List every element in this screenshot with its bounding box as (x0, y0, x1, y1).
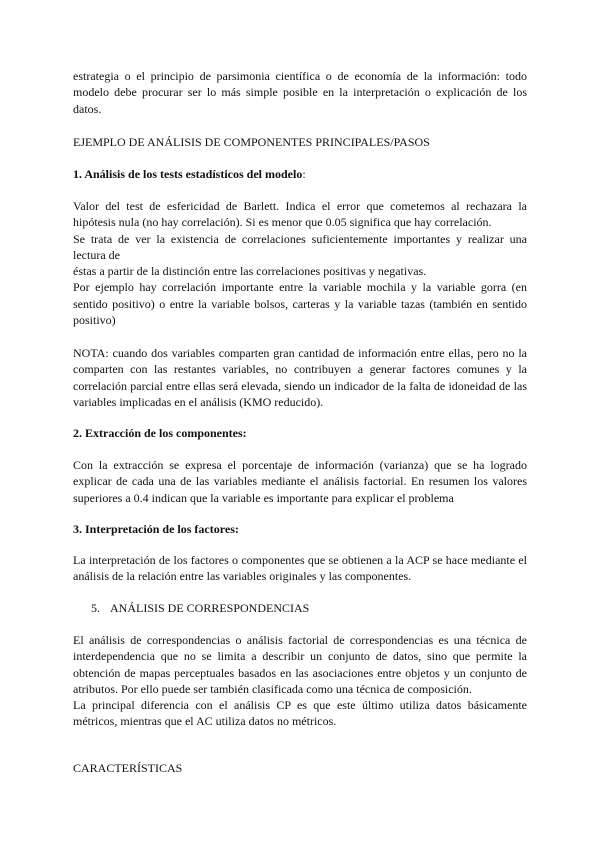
step1-heading (73, 166, 527, 182)
text-line: comparten con las restantes variables, no contribuyen a generar factores comunes y la (73, 362, 527, 377)
text-line: éstas a partir de la distinción entre las correlaciones positivas y negativas. (73, 264, 427, 279)
text-line: sentido positivo) o entre la variable bolsos, carteras y la variable tazas (también en sentido (73, 296, 527, 311)
text-line: obtención de mapas perceptuales basados en las asociaciones entre objetos y un conjunto de (73, 665, 527, 680)
text-line: La interpretación de los factores o componentes que se obtienen a la ACP se hace mediante el (73, 553, 527, 567)
text-line: modelo debe procurar ser lo más simple posible en la interpretación o explicación de los (73, 85, 527, 100)
text-line: interdependencia que no se limita a describir un conjunto de datos, sino que permite la (73, 649, 527, 664)
text-line: explicar de cada una de las variables mediante el análisis factorial. En resumen los valores (73, 474, 527, 489)
step3-heading: 3. Interpretación de los factores: (73, 522, 239, 536)
text-line: métricos, mientras que el AC utiliza datos no métricos. (73, 714, 337, 729)
text-line: NOTA: cuando dos variables comparten gran cantidad de información entre ellas, pero no la (73, 346, 527, 360)
text-line: estrategia o el principio de parsimonia científica o de economía de la información: todo (73, 69, 527, 83)
text-line: correlación parcial entre ellas será elevada, siendo un indicador de la falta de idoneidad de las (73, 378, 527, 393)
section-title: ANÁLISIS DE CORRESPONDENCIAS (110, 601, 310, 615)
barlett-paragraph (73, 198, 527, 328)
text-line: El análisis de correspondencias o análisis factorial de correspondencias es una técnica de (73, 633, 527, 647)
text-line: La principal diferencia con el análisis CP es que este último utiliza datos básicamente (73, 698, 527, 713)
text-line: Con la extracción se expresa el porcentaje de información (varianza) que se ha logrado (73, 458, 527, 472)
text-line: lectura de (73, 247, 120, 262)
text-line: variables implicadas en el análisis (KMO reducido). (73, 394, 324, 409)
caracteristicas-heading: CARACTERÍSTICAS (73, 761, 183, 775)
text-line: análisis de la relación entre las variables originales y las componentes. (73, 569, 412, 584)
text-line: superiores a 0.4 indican que la variable es importante para explicar el problema (73, 490, 454, 505)
text-line: atributos. Por ello puede ser también clasificada como una técnica de composición. (73, 681, 472, 696)
nota-paragraph (73, 345, 527, 410)
section-number: 5. (91, 601, 100, 615)
text-line: Valor del test de esfericidad de Barlett. Indica el error que cometemos al rechazara la (73, 199, 527, 213)
intro-paragraph (73, 68, 527, 117)
extraccion-paragraph (73, 457, 527, 506)
text-line: Por ejemplo hay correlación importante entre la variable mochila y la variable gorra (en (73, 280, 527, 295)
text-line: Se trata de ver la existencia de correlaciones suficientemente importantes y realizar una (73, 231, 527, 246)
step2-heading: 2. Extracción de los componentes: (73, 426, 247, 440)
correspondencias-paragraph (73, 632, 527, 730)
step1-title: 1. Análisis de los tests estadísticos del modelo (73, 167, 303, 181)
interpretacion-paragraph (73, 552, 527, 585)
text-line: datos. (73, 101, 102, 116)
text-line: hipótesis nula (no hay correlación). Si es menor que 0.05 significa que hay correlación. (73, 215, 492, 230)
step1-suffix: : (302, 167, 306, 181)
section5-heading (91, 600, 527, 616)
text-line: positivo) (73, 313, 116, 328)
example-heading: EJEMPLO DE ANÁLISIS DE COMPONENTES PRINCIPALES/PASOS (73, 135, 430, 149)
